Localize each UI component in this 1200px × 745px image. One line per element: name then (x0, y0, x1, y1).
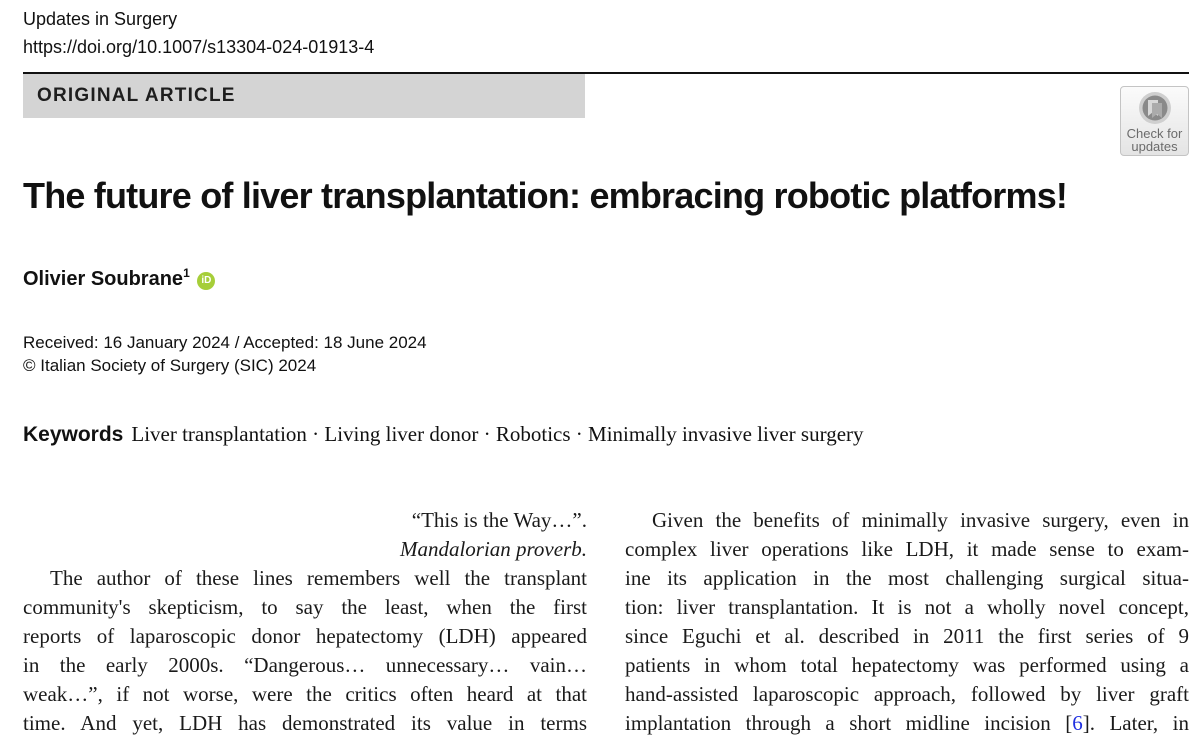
epigraph-source: Mandalorian proverb. (399, 537, 587, 561)
orcid-icon[interactable]: iD (197, 272, 215, 290)
text-line: patients in whom total hepatectomy was performed using a (625, 653, 1189, 677)
received-accepted-dates: Received: 16 January 2024 / Accepted: 18 June 2024 (23, 333, 427, 352)
article-type-banner: ORIGINAL ARTICLE (23, 74, 585, 118)
text-line: weak…”, if not worse, were the critics often heard at that (23, 682, 587, 706)
check-updates-line2: updates (1131, 139, 1178, 154)
keywords-label: Keywords (23, 423, 124, 446)
body-column-right (625, 506, 1189, 738)
text-line: time. And yet, LDH has demonstrated its value in terms (23, 711, 587, 735)
copyright-line: © Italian Society of Surgery (SIC) 2024 (23, 356, 317, 375)
check-updates-line1: Check for (1126, 126, 1183, 141)
doi-link[interactable]: https://doi.org/10.1007/s13304-024-01913-4 (23, 37, 375, 57)
author-name: Olivier Soubrane (23, 268, 184, 290)
keywords-line (23, 420, 864, 449)
article-title: The future of liver transplantation: embracing robotic platforms! (23, 175, 1068, 216)
affiliation-mark: 1 (183, 266, 190, 280)
check-updates-icon (1138, 91, 1172, 125)
reference-link[interactable]: 6 (1072, 711, 1083, 735)
text-line-with-reference (625, 709, 1189, 738)
author-line (23, 260, 215, 292)
text-line: in the early 2000s. “Dangerous… unnecessary… vain… (23, 653, 587, 677)
text-line: tion: liver transplantation. It is not a wholly novel concept, (625, 595, 1189, 619)
text-segment: ]. Later, in (1082, 711, 1189, 735)
text-line: community's skepticism, to say the least, when the first (23, 595, 587, 619)
text-line: Given the benefits of minimally invasive surgery, even in (652, 508, 1189, 532)
text-line: ine its application in the most challenging surgical situa- (625, 566, 1189, 590)
text-line: reports of laparoscopic donor hepatectomy (LDH) appeared (23, 624, 587, 648)
journal-name: Updates in Surgery (23, 9, 178, 29)
text-segment: implantation through a short midline incision [ (625, 711, 1073, 735)
text-line: complex liver operations like LDH, it made sense to exam- (625, 537, 1189, 561)
check-for-updates-badge[interactable] (1120, 86, 1189, 156)
text-line: since Eguchi et al. described in 2011 the first series of 9 (625, 624, 1189, 648)
text-line: The author of these lines remembers well the transplant (50, 566, 587, 590)
keywords-list: Liver transplantation · Living liver donor · Robotics · Minimally invasive liver surgery (131, 422, 864, 446)
text-line: hand-assisted laparoscopic approach, followed by liver graft (625, 682, 1189, 706)
body-column-left (23, 506, 587, 738)
epigraph-quote: “This is the Way…”. (411, 508, 587, 532)
